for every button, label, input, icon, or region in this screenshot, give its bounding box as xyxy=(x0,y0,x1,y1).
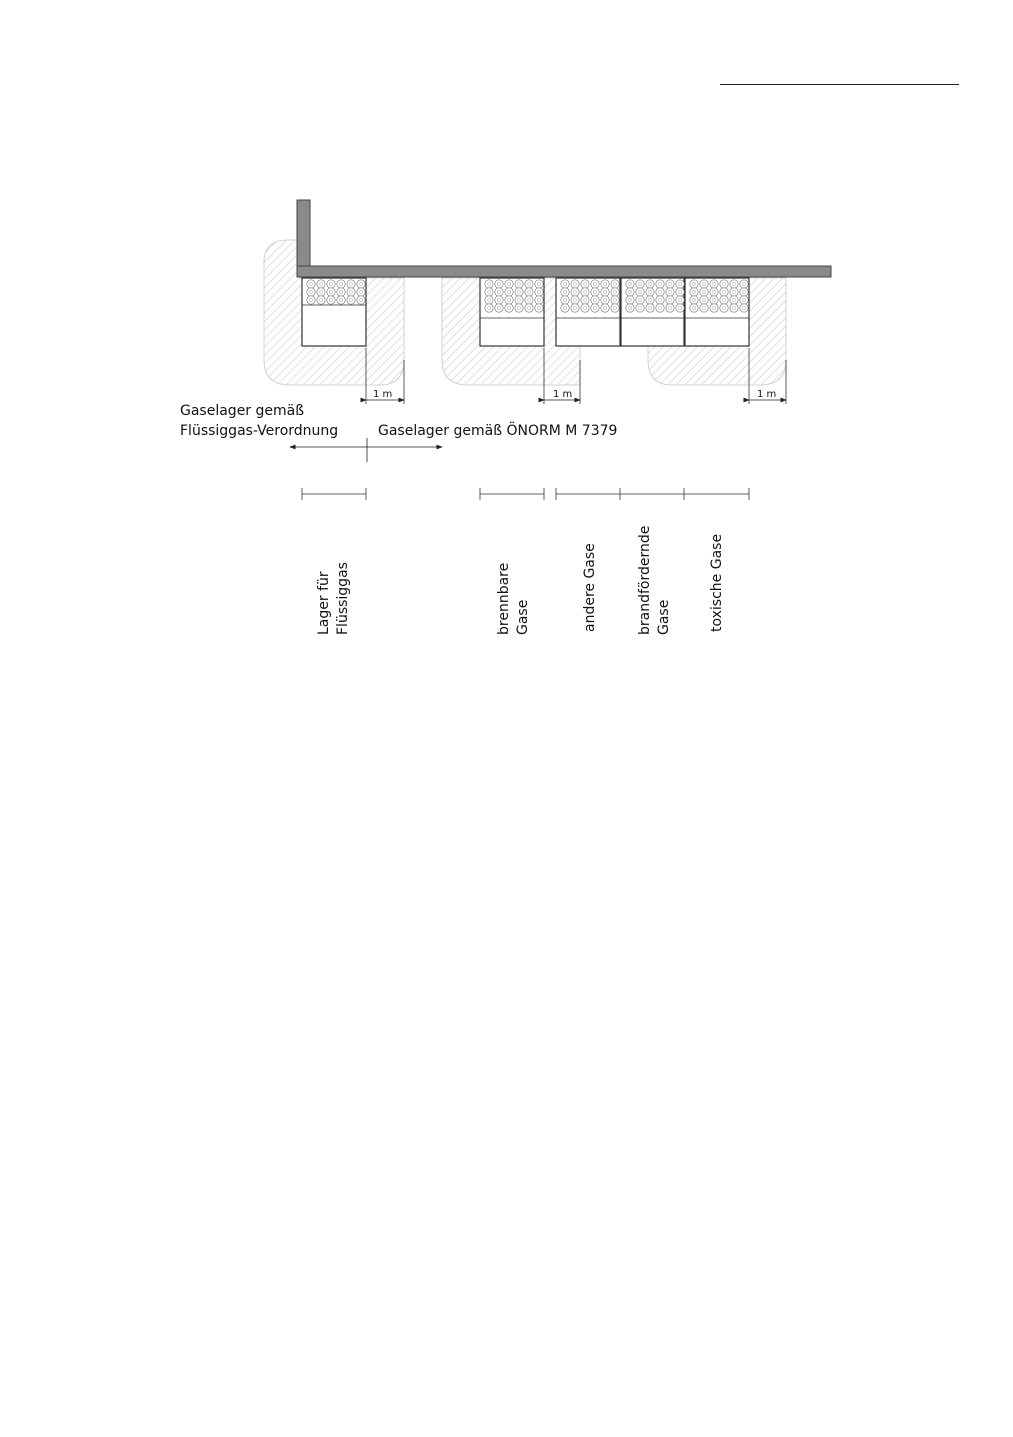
gas-cylinder xyxy=(666,296,674,304)
gas-cylinder xyxy=(700,280,708,288)
gas-cylinder xyxy=(525,280,533,288)
gas-cylinder xyxy=(307,280,315,288)
zone-label-toxisch-line1: toxische Gase xyxy=(709,533,725,632)
gas-cylinder xyxy=(571,304,579,312)
gas-cylinder xyxy=(656,288,664,296)
gas-cylinder xyxy=(515,304,523,312)
region-left-label-line2: Flüssiggas-Verordnung xyxy=(180,423,339,439)
gas-cylinder xyxy=(656,280,664,288)
gas-cylinder xyxy=(591,304,599,312)
gas-cylinder xyxy=(307,288,315,296)
gas-cylinder xyxy=(561,288,569,296)
gas-cylinder xyxy=(626,304,634,312)
gas-cylinder xyxy=(611,280,619,288)
gas-cylinder xyxy=(611,288,619,296)
dimension-label-right: 1 m xyxy=(757,389,777,400)
gas-cylinder xyxy=(676,288,684,296)
gas-cylinder xyxy=(505,288,513,296)
gas-cylinder xyxy=(611,304,619,312)
gas-cylinder xyxy=(485,280,493,288)
gas-cylinder xyxy=(357,288,365,296)
gas-cylinder xyxy=(515,296,523,304)
gas-cylinder xyxy=(601,296,609,304)
gas-cylinder xyxy=(611,296,619,304)
region-left-label-line1: Gaselager gemäß xyxy=(180,403,305,419)
gas-cylinder xyxy=(535,280,543,288)
gas-cylinder xyxy=(646,304,654,312)
gas-cylinder xyxy=(636,288,644,296)
gas-cylinder xyxy=(690,280,698,288)
gas-cylinder xyxy=(740,304,748,312)
gas-cylinder xyxy=(601,304,609,312)
gas-cylinder xyxy=(495,296,503,304)
gas-cylinder xyxy=(581,304,589,312)
gas-cylinder xyxy=(740,280,748,288)
gas-cylinder xyxy=(317,288,325,296)
gas-cylinder xyxy=(337,280,345,288)
gas-cylinder xyxy=(740,288,748,296)
gas-cylinder xyxy=(571,280,579,288)
gas-cylinder xyxy=(710,288,718,296)
gas-cylinder xyxy=(730,280,738,288)
gas-cylinder xyxy=(357,280,365,288)
gas-cylinder xyxy=(337,296,345,304)
dimension-label-middle: 1 m xyxy=(553,389,573,400)
gas-cylinder xyxy=(646,280,654,288)
gas-cylinder xyxy=(571,288,579,296)
gas-cylinder xyxy=(636,280,644,288)
gas-cylinder xyxy=(601,280,609,288)
gas-cylinder xyxy=(495,288,503,296)
gas-cylinder xyxy=(666,280,674,288)
gas-cylinder xyxy=(535,288,543,296)
gas-cylinder xyxy=(720,280,728,288)
gas-cylinder xyxy=(581,296,589,304)
gas-cylinder xyxy=(525,296,533,304)
gas-cylinder xyxy=(720,288,728,296)
gas-cylinder xyxy=(317,280,325,288)
gas-cylinder xyxy=(656,296,664,304)
gas-cylinder xyxy=(740,296,748,304)
region-divider xyxy=(290,438,442,462)
gas-cylinder xyxy=(327,296,335,304)
zone-label-andere xyxy=(582,543,598,632)
gas-cylinder xyxy=(676,296,684,304)
zone-label-brandfoerdernd-line1: brandfördernde xyxy=(637,525,653,635)
gas-cylinder xyxy=(505,304,513,312)
gas-cylinder xyxy=(720,296,728,304)
gas-cylinder xyxy=(626,296,634,304)
gas-cylinder xyxy=(495,304,503,312)
zone-scale xyxy=(302,488,749,500)
gas-cylinder xyxy=(525,288,533,296)
gas-cylinder xyxy=(327,288,335,296)
gas-cylinder xyxy=(690,304,698,312)
gas-cylinder xyxy=(561,280,569,288)
gas-cylinder xyxy=(690,288,698,296)
gas-cylinder xyxy=(666,288,674,296)
gas-cylinder xyxy=(591,288,599,296)
gas-cylinder xyxy=(636,304,644,312)
zone-label-toxisch xyxy=(709,534,725,632)
gas-cylinder xyxy=(646,288,654,296)
dimension-label-left: 1 m xyxy=(373,389,393,400)
gas-cylinder xyxy=(626,288,634,296)
gas-cylinder xyxy=(601,288,609,296)
gas-cylinder xyxy=(646,296,654,304)
gas-cylinder xyxy=(515,280,523,288)
gas-cylinder xyxy=(666,304,674,312)
gas-cylinder xyxy=(485,304,493,312)
gas-cylinder xyxy=(676,280,684,288)
zone-label-flussiggas-line2: Flüssiggas xyxy=(335,562,351,635)
gas-cylinder xyxy=(561,296,569,304)
gas-cylinder xyxy=(710,304,718,312)
gas-cylinder xyxy=(700,296,708,304)
gas-cylinder xyxy=(710,280,718,288)
gas-cylinder xyxy=(525,304,533,312)
gas-cylinder xyxy=(700,304,708,312)
gas-cylinder xyxy=(317,296,325,304)
gas-cylinder xyxy=(581,280,589,288)
gas-cylinder xyxy=(535,296,543,304)
zone-label-flussiggas-line1: Lager für xyxy=(316,571,332,635)
gas-cylinder xyxy=(307,296,315,304)
zone-label-brandfoerdernd xyxy=(637,526,672,635)
gas-cylinder xyxy=(700,288,708,296)
gas-cylinder xyxy=(591,296,599,304)
zone-label-brandfoerdernd-line2: Gase xyxy=(656,599,672,635)
gas-cylinder xyxy=(347,296,355,304)
gas-cylinder xyxy=(495,280,503,288)
gas-cylinder xyxy=(327,280,335,288)
gas-cylinder xyxy=(676,304,684,312)
gas-cylinder xyxy=(626,280,634,288)
gas-cylinder xyxy=(656,304,664,312)
gas-cylinder xyxy=(485,288,493,296)
zone-label-flussiggas xyxy=(316,562,351,635)
zone-label-brennbar-line2: Gase xyxy=(515,599,531,635)
gas-cylinder xyxy=(591,280,599,288)
gas-cylinder xyxy=(710,296,718,304)
gas-cylinder xyxy=(730,296,738,304)
gas-cylinder xyxy=(347,280,355,288)
gas-cylinder xyxy=(730,304,738,312)
gas-cylinder xyxy=(690,296,698,304)
gas-cylinder xyxy=(571,296,579,304)
gas-cylinder xyxy=(505,296,513,304)
gas-cylinder xyxy=(505,280,513,288)
region-right-label: Gaselager gemäß ÖNORM M 7379 xyxy=(378,423,618,439)
gas-cylinder xyxy=(730,288,738,296)
gas-cylinder xyxy=(561,304,569,312)
gas-cylinder xyxy=(720,304,728,312)
gas-cylinder xyxy=(347,288,355,296)
gas-cylinder xyxy=(485,296,493,304)
gas-cylinder xyxy=(581,288,589,296)
building-wall xyxy=(297,200,831,277)
zone-label-brennbar-line1: brennbare xyxy=(496,562,512,635)
gas-cylinder xyxy=(515,288,523,296)
zone-label-brennbar xyxy=(496,563,531,635)
gas-cylinder xyxy=(535,304,543,312)
zone-label-andere-line1: andere Gase xyxy=(582,543,598,632)
gas-cylinder xyxy=(636,296,644,304)
gas-cylinder xyxy=(337,288,345,296)
gas-cylinder xyxy=(357,296,365,304)
